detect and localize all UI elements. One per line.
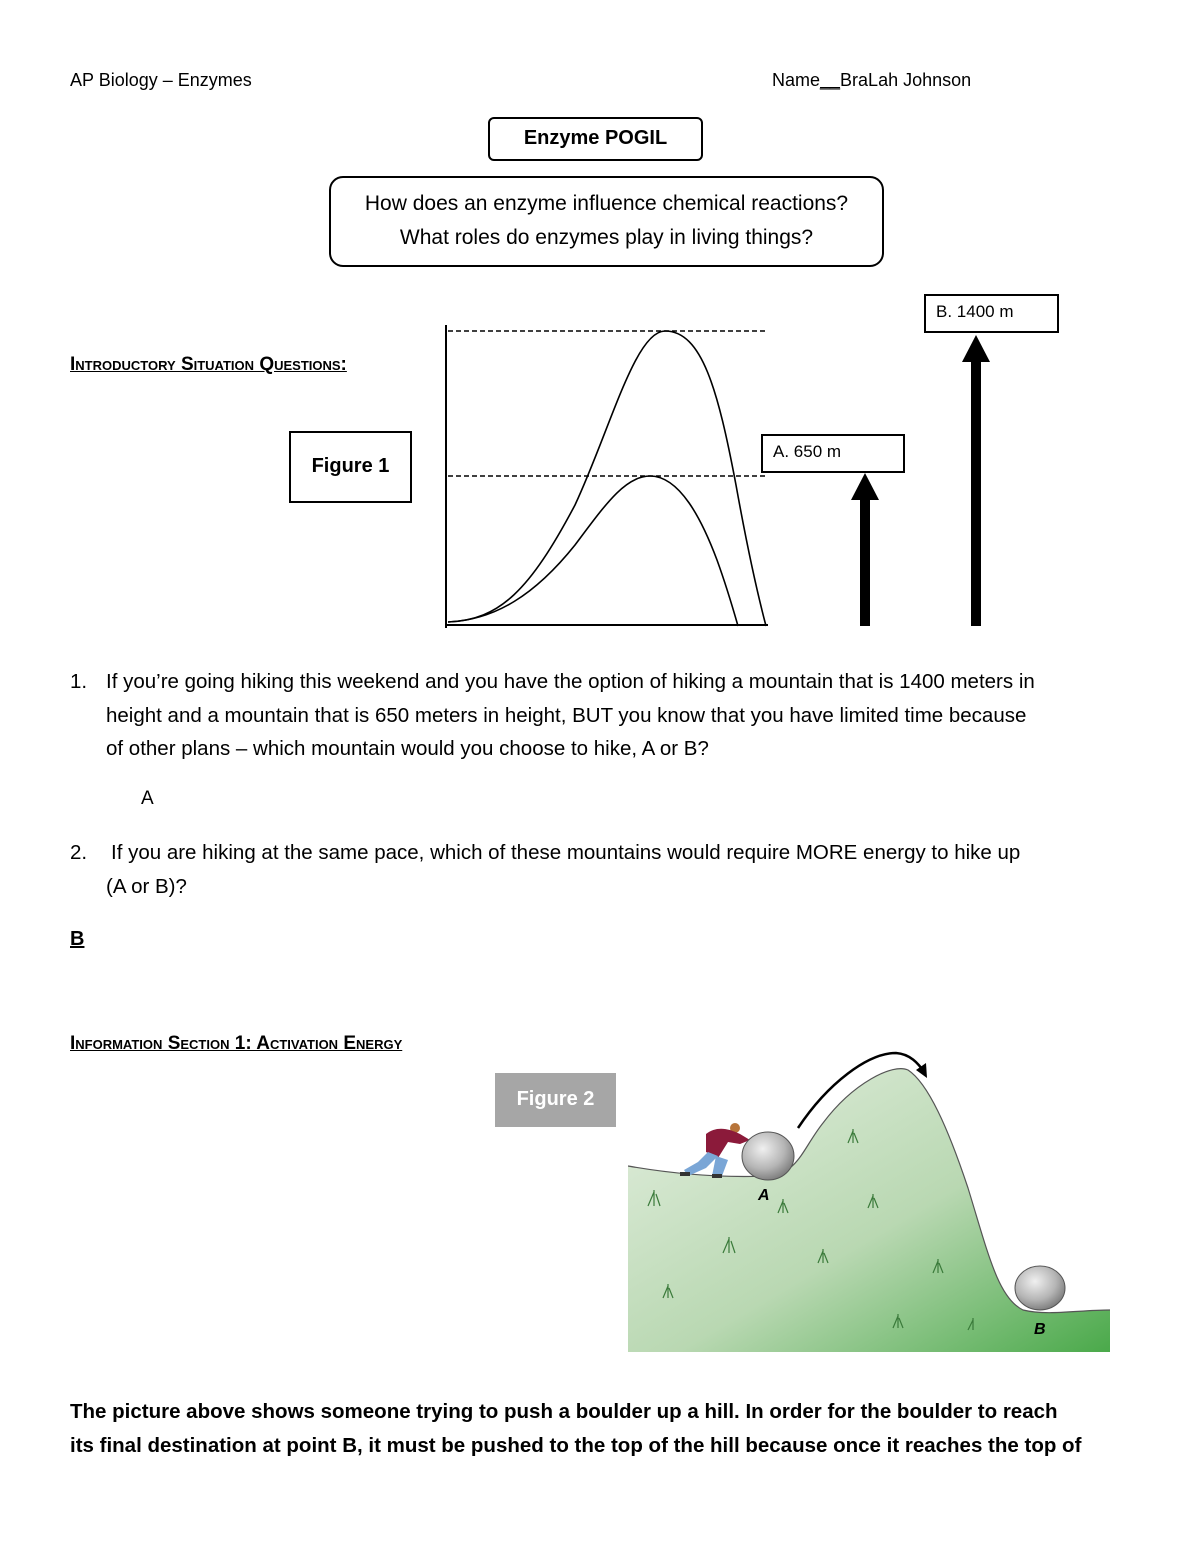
question1-answer: A (141, 788, 154, 809)
essential-questions-box (329, 176, 884, 267)
arrow-a-icon (845, 470, 885, 628)
figure1-caption: Figure 1 (289, 431, 412, 503)
question1-number: 1. (70, 670, 88, 693)
label-b-1400m: B. 1400 m (924, 294, 1059, 333)
low-curve (448, 476, 738, 626)
student-name-line (772, 70, 971, 91)
point-a-label: A (758, 1187, 770, 1204)
essential-question-1: How does an enzyme influence chemical reactions? (364, 192, 849, 215)
figure1-energy-graph (440, 320, 780, 635)
high-curve (448, 331, 766, 626)
figure2-caption: Figure 2 (495, 1073, 616, 1127)
question2-number: 2. (70, 841, 88, 864)
course-title: AP Biology – Enzymes (70, 70, 252, 90)
intro-heading: Introductory Situation Questions: (70, 354, 347, 375)
essential-question-2: What roles do enzymes play in living things? (399, 226, 814, 249)
page-title: Enzyme POGIL (488, 117, 703, 161)
figure2-boulder-hill (628, 1048, 1110, 1354)
paragraph-line2: its final destination at point B, it must be pushed to the top of the hill because once it reaches the top of (70, 1434, 1082, 1457)
question2-line1: If you are hiking at the same pace, which of these mountains would require MORE energy to hike up (111, 841, 1021, 864)
boulder-b-icon (1015, 1266, 1065, 1310)
question1-line1: If you’re going hiking this weekend and you have the option of hiking a mountain that is 1400 meters in (106, 670, 1035, 693)
boulder-a-icon (742, 1132, 794, 1180)
person-pushing-icon (680, 1123, 750, 1178)
question1-line3: of other plans – which mountain would you choose to hike, A or B? (106, 737, 709, 760)
question2-text (106, 836, 1176, 903)
label-a-650m: A. 650 m (761, 434, 905, 473)
name-value: BraLah Johnson (840, 70, 972, 90)
name-underline: __ (820, 70, 841, 90)
section1-heading: Information Section 1: Activation Energy (70, 1033, 403, 1054)
question1-line2: height and a mountain that is 650 meters in height, BUT you know that you have limited time because (106, 703, 1027, 727)
arrow-b-icon (956, 332, 996, 628)
question2-line2: (A or B)? (106, 874, 187, 898)
question2-answer: B (70, 928, 85, 950)
point-b-label: B (1034, 1321, 1046, 1338)
question1-text (106, 665, 1176, 766)
name-label: Name (772, 70, 821, 90)
activation-energy-paragraph (70, 1395, 1180, 1463)
paragraph-line1: The picture above shows someone trying to push a boulder up a hill. In order for the boulder to reach (70, 1400, 1058, 1423)
